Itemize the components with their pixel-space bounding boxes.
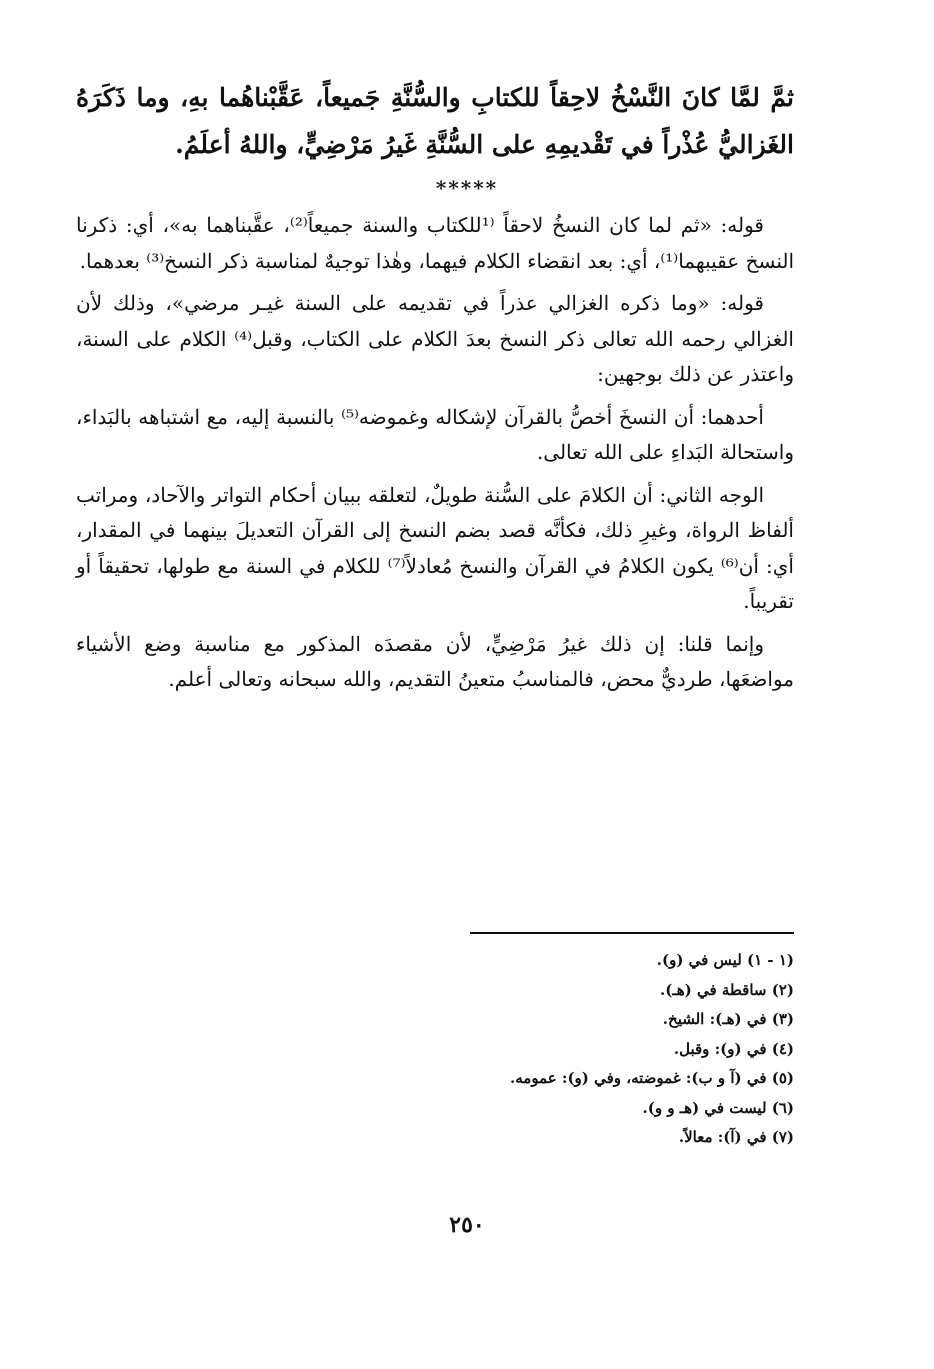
footnotes — [300, 946, 794, 1153]
commentary-paragraph: قوله: «ثم لما كان النسخُ لاحقاً ⁽¹للكتاب والسنة جميعاً⁽²⁾، عقَّبناهما به»، أي: ذكرنا النسخ عقيبهما⁽¹⁾، أي: بعد انقضاء الكلام فيهما، وهٰذا توجيهٌ لمناسبة ذكر النسخ⁽³⁾ بعدهما. — [76, 213, 794, 273]
main-text — [76, 74, 794, 168]
section-separator-stars: ***** — [435, 176, 499, 200]
commentary — [76, 208, 794, 705]
footnote-separator-line — [470, 932, 794, 934]
footnote-item: (٤) في (و): وقبل. — [673, 1039, 794, 1058]
footnote-item: (١ - ١) ليس في (و). — [656, 951, 794, 969]
footnote-item: (٣) في (هـ): الشيخ. — [662, 1010, 794, 1028]
commentary-paragraph: الوجه الثاني: أن الكلامَ على السُّنة طويلٌ، لتعلقه ببيان أحكام التواتر والآحاد، ومراتب ألفاظ الرواة، وغيرِ ذلك، فكأنَّه قصد بضم النسخ إلى القرآن التعديلَ بينهما في المقدار، أي: أن⁽⁶⁾ يكون الكلامُ في القرآن والنسخ مُعادلاً⁽⁷⁾ للكلام في السنة مع طولها، تحقيقاً أو تقريباً. — [76, 482, 794, 613]
commentary-paragraph: قوله: «وما ذكره الغزالي عذراً في تقديمه على السنة غيـر مرضي»، وذلك لأن الغزالي رحمه الله تعالى ذكر النسخ بعدَ الكلام على الكتاب، وقبل⁽⁴⁾ الكلام على السنة، واعتذر عن ذلك بوجهين: — [76, 291, 794, 386]
footnote-item: (٧) في (آ): معالاً. — [678, 1128, 794, 1146]
footnote-item: (٢) ساقطة في (هـ). — [660, 980, 794, 999]
main-text-line: ثمَّ لمَّا كانَ النَّسْخُ لاحِقاً للكتابِ والسُّنَّةِ جَميعاً، عَقَّبْناهُما بهِ، وما ذَكَرَهُ الغَزاليُّ عُذْراً في تَقْديمِهِ على السُّنَّةِ غَيرُ مَرْضِيٍّ، واللهُ أعلَمُ. — [76, 83, 794, 159]
footnote-item: (٦) ليست في (هـ و و). — [642, 1098, 794, 1117]
page-number: ٢٥٠ — [449, 1212, 485, 1238]
commentary-paragraph: وإنما قلنا: إن ذلك غيرُ مَرْضِيٍّ، لأن مقصدَه المذكور مع مناسبة وضع الأشياء مواضعَها، طرديٌّ محض، فالمناسبُ متعينُ التقديم، والله سبحانه وتعالى أعلم. — [76, 631, 794, 691]
footnote-item: (٥) في (آ و ب): غموضته، وفي (و): عمومه. — [510, 1069, 794, 1087]
commentary-paragraph: أحدهما: أن النسخَ أخصُّ بالقرآن لإشكاله وغموضه⁽⁵⁾ بالنسبة إليه، مع اشتباهه بالبَداء، واستحالة البَداءِ على الله تعالى. — [76, 404, 794, 464]
